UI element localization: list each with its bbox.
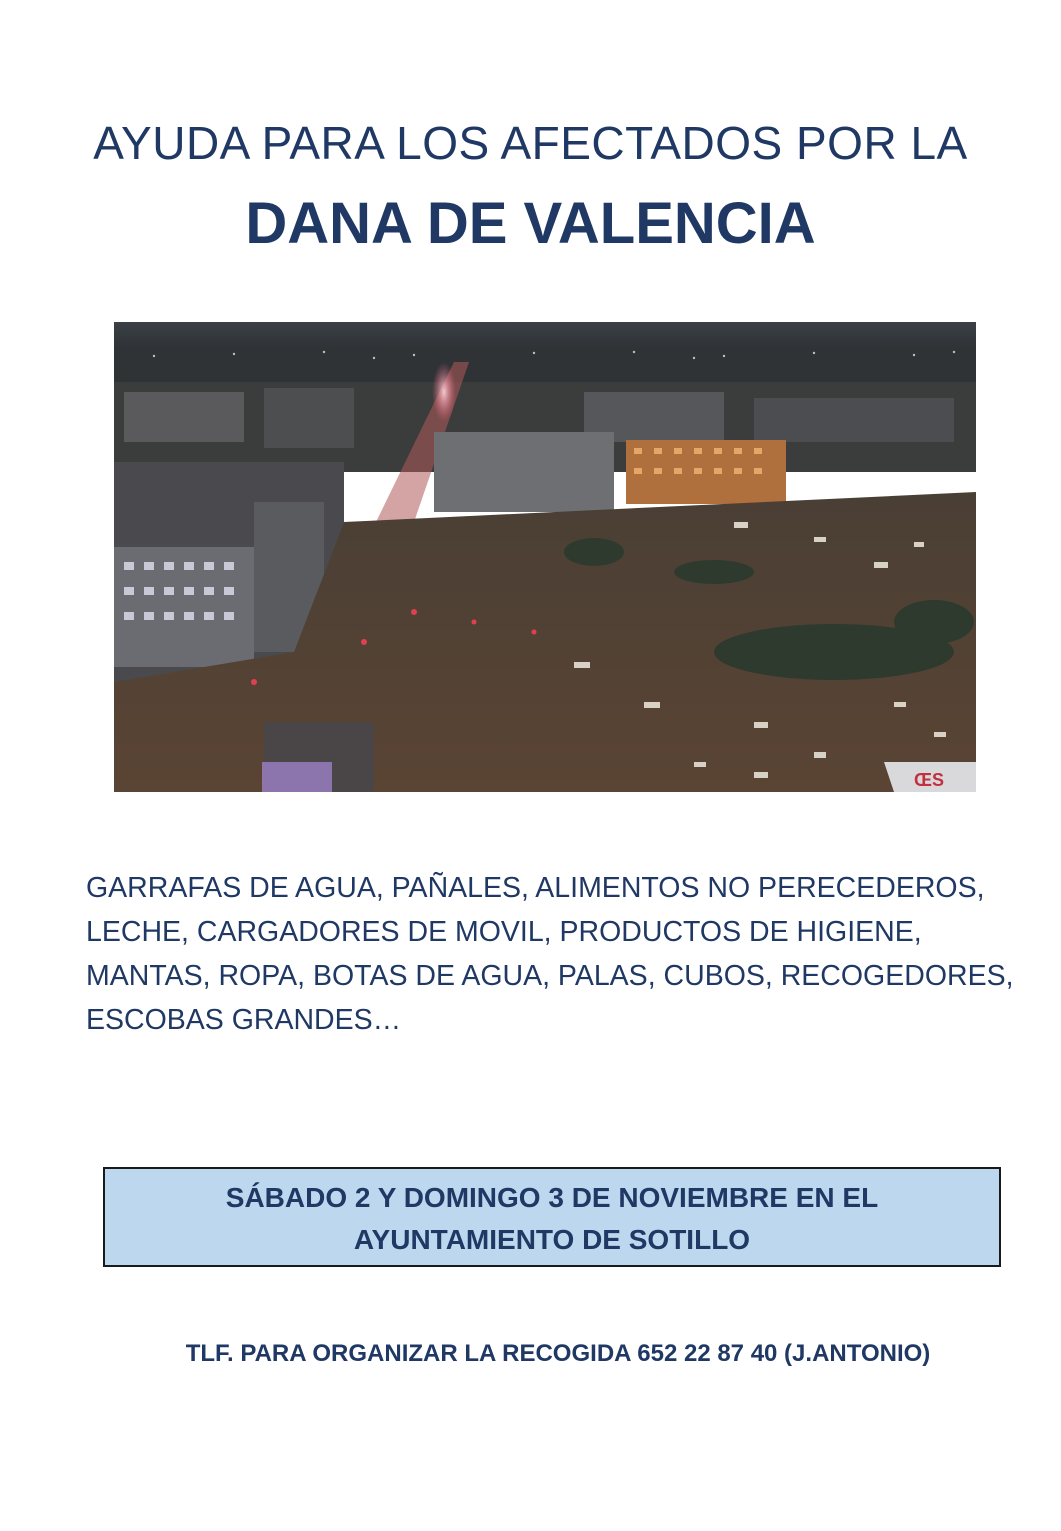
items-list — [86, 866, 1046, 1042]
flood-photo — [114, 322, 976, 792]
title-line-1: AYUDA PARA LOS AFECTADOS POR LA — [93, 117, 968, 169]
schedule-box — [103, 1167, 1001, 1267]
items-line-2: LECHE, CARGADORES DE MOVIL, PRODUCTOS DE HIGIENE, — [86, 916, 922, 948]
items-line-3: MANTAS, ROPA, BOTAS DE AGUA, PALAS, CUBOS, RECOGEDORES, — [86, 960, 1014, 992]
items-line-4: ESCOBAS GRANDES… — [86, 1004, 402, 1036]
contact-phone: TLF. PARA ORGANIZAR LA RECOGIDA 652 22 87 40 (J.ANTONIO) — [185, 1340, 931, 1367]
title-line-2: DANA DE VALENCIA — [245, 191, 816, 256]
schedule-line-2: AYUNTAMIENTO DE SOTILLO — [353, 1224, 751, 1255]
schedule-line-1: SÁBADO 2 Y DOMINGO 3 DE NOVIEMBRE EN EL — [225, 1182, 879, 1213]
items-line-1: GARRAFAS DE AGUA, PAÑALES, ALIMENTOS NO PERECEDEROS, — [86, 872, 985, 904]
svg-text:ŒS: ŒS — [914, 770, 945, 790]
